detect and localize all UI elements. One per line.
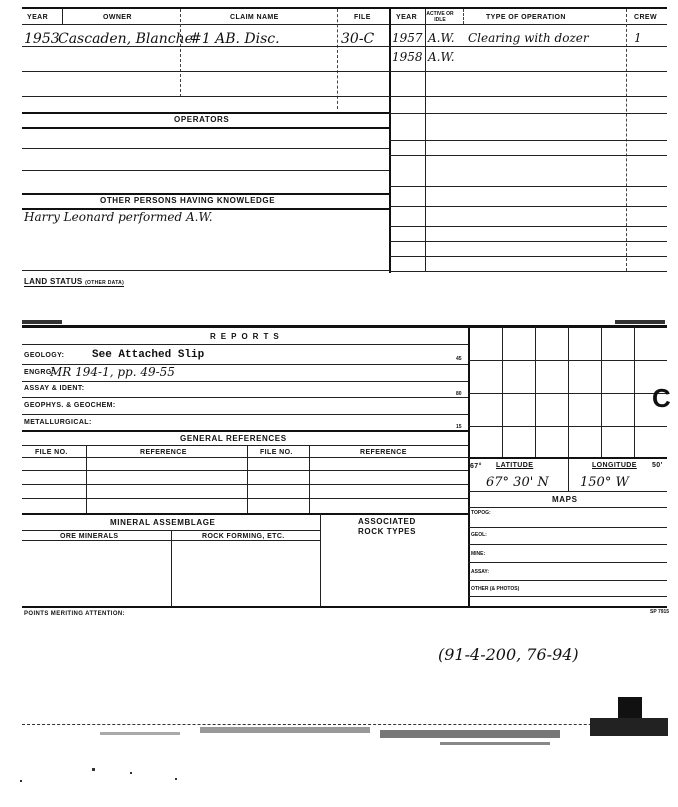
form-number: SP 7915 bbox=[650, 609, 670, 615]
ref-col-reference: REFERENCE bbox=[140, 449, 187, 456]
geology-value: See Attached Slip bbox=[92, 349, 205, 361]
rock-types-label: ROCK TYPES bbox=[358, 527, 417, 536]
operation-status: A.W. bbox=[428, 31, 455, 45]
col-crew: CREW bbox=[634, 14, 657, 21]
ref-col-file-no-2: FILE NO. bbox=[260, 449, 293, 456]
col-file: FILE bbox=[354, 14, 371, 21]
col-active-idle: ACTIVE OR IDLE bbox=[426, 11, 454, 23]
col-year-2: YEAR bbox=[396, 14, 418, 21]
claim-year: 1953 bbox=[24, 31, 60, 47]
other-persons-entry: Harry Leonard performed A.W. bbox=[24, 210, 213, 224]
maps-topog: TOPOG: bbox=[471, 510, 491, 516]
other-persons-label: OTHER PERSONS HAVING KNOWLEDGE bbox=[100, 196, 276, 205]
claim-file: 30-C bbox=[341, 31, 375, 47]
longitude-value: 150° W bbox=[580, 475, 629, 490]
land-status-sub: (OTHER DATA) bbox=[85, 280, 125, 286]
geophys-label: GEOPHYS. & GEOCHEM: bbox=[24, 402, 116, 409]
ore-minerals-label: ORE MINERALS bbox=[60, 533, 119, 540]
corner-mark: C bbox=[652, 383, 671, 413]
maps-mine: MINE: bbox=[471, 551, 486, 557]
associated-label: ASSOCIATED bbox=[358, 517, 416, 526]
operation-type: Clearing with dozer bbox=[468, 31, 589, 45]
claim-owner: Cascaden, Blanche bbox=[58, 31, 193, 47]
operators-label: OPERATORS bbox=[174, 115, 230, 124]
maps-assay: ASSAY: bbox=[471, 569, 490, 575]
general-refs-title: GENERAL REFERENCES bbox=[180, 434, 287, 443]
metallurgical-label: METALLURGICAL: bbox=[24, 419, 92, 426]
land-status-label: LAND STATUS bbox=[24, 277, 83, 286]
col-owner: OWNER bbox=[103, 14, 132, 21]
engrg-label: ENGRG: bbox=[24, 369, 55, 376]
ref-col-reference-2: REFERENCE bbox=[360, 449, 407, 456]
margin-num: 15 bbox=[456, 424, 462, 430]
operation-status: A.W. bbox=[428, 50, 455, 64]
ref-col-file-no: FILE NO. bbox=[35, 449, 68, 456]
maps-other: OTHER (& PHOTOS) bbox=[471, 586, 520, 592]
points-meriting-label: POINTS MERITING ATTENTION: bbox=[24, 611, 126, 617]
geology-label: GEOLOGY: bbox=[24, 352, 65, 359]
reports-title: REPORTS bbox=[210, 332, 284, 341]
long-suffix: 50' bbox=[652, 462, 663, 469]
maps-geol: GEOL: bbox=[471, 532, 487, 538]
rock-forming-label: ROCK FORMING, ETC. bbox=[202, 533, 285, 540]
operation-year: 1957 bbox=[392, 31, 423, 45]
operation-year: 1958 bbox=[392, 50, 423, 64]
mineral-assemblage-title: MINERAL ASSEMBLAGE bbox=[110, 518, 216, 527]
claim-name: #1 AB. Disc. bbox=[190, 31, 280, 47]
lat-prefix: 67° bbox=[470, 463, 482, 470]
col-year: YEAR bbox=[27, 14, 49, 21]
col-type-of-operation: TYPE OF OPERATION bbox=[486, 14, 566, 21]
latitude-label: LATITUDE bbox=[496, 462, 534, 469]
land-status bbox=[24, 277, 124, 287]
margin-num: 80 bbox=[456, 391, 462, 397]
maps-title: MAPS bbox=[552, 495, 578, 504]
assay-label: ASSAY & IDENT: bbox=[24, 385, 85, 392]
margin-num: 45 bbox=[456, 356, 462, 362]
col-claim-name: CLAIM NAME bbox=[230, 14, 279, 21]
operation-crew: 1 bbox=[634, 31, 642, 45]
longitude-label: LONGITUDE bbox=[592, 462, 637, 469]
footer-note: (91-4-200, 76-94) bbox=[438, 645, 579, 664]
engrg-value: MR 194-1, pp. 49-55 bbox=[50, 365, 175, 379]
latitude-value: 67° 30' N bbox=[486, 475, 549, 490]
